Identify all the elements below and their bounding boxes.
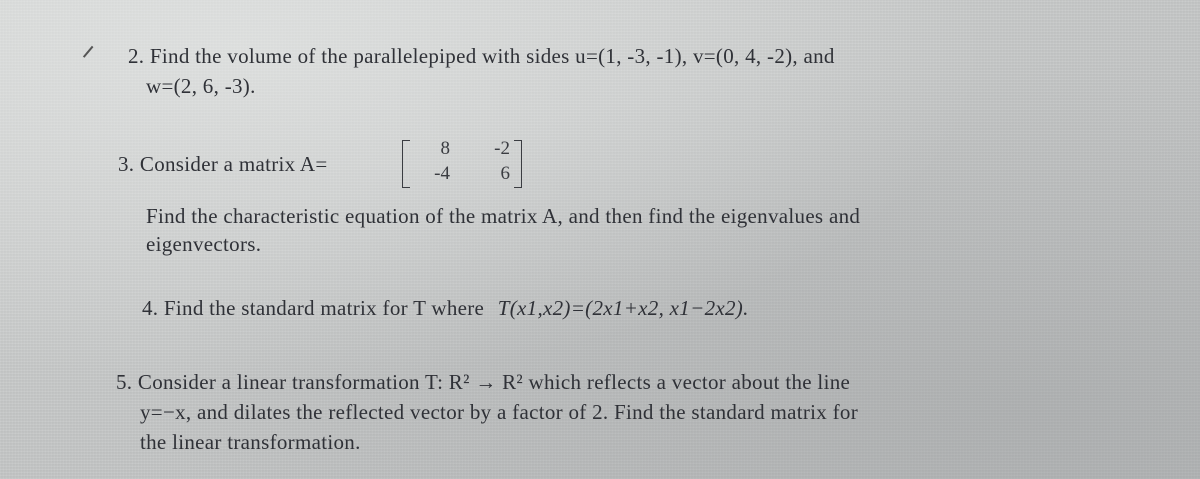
problem-3-line-3: eigenvectors. (146, 232, 262, 256)
problem-4-formula: T(x1,x2)=(2x1+x2, x1−2x2). (497, 296, 749, 320)
problem-2-line-1: 2. Find the volume of the parallelepiped with sides u=(1, -3, -1), v=(0, 4, -2), and (128, 44, 835, 68)
matrix-right-bracket (514, 140, 522, 188)
matrix-cell-11: 8 (440, 138, 450, 159)
problem-4-prefix: 4. Find the standard matrix for T where (142, 296, 485, 320)
problem-5-line-1: 5. Consider a linear transformation T: R² → R² which reflects a vector about the line (116, 370, 851, 394)
matrix-left-bracket (402, 140, 410, 188)
problem-3-line-2: Find the characteristic equation of the matrix A, and then find the eigenvalues and (146, 204, 861, 228)
matrix-a (398, 136, 530, 194)
matrix-cell-21: -4 (434, 163, 450, 184)
check-mark (83, 46, 101, 64)
matrix-cell-12: -2 (494, 138, 510, 159)
problem-5-line-3: the linear transformation. (140, 430, 361, 454)
problem-3-intro: 3. Consider a matrix A= (118, 152, 328, 176)
problem-5-line-2: y=−x, and dilates the reflected vector by a factor of 2. Find the standard matrix for (140, 400, 859, 424)
problem-2-line-2: w=(2, 6, -3). (146, 74, 256, 98)
problem-4-line (142, 296, 749, 321)
matrix-cell-22: 6 (500, 163, 510, 184)
